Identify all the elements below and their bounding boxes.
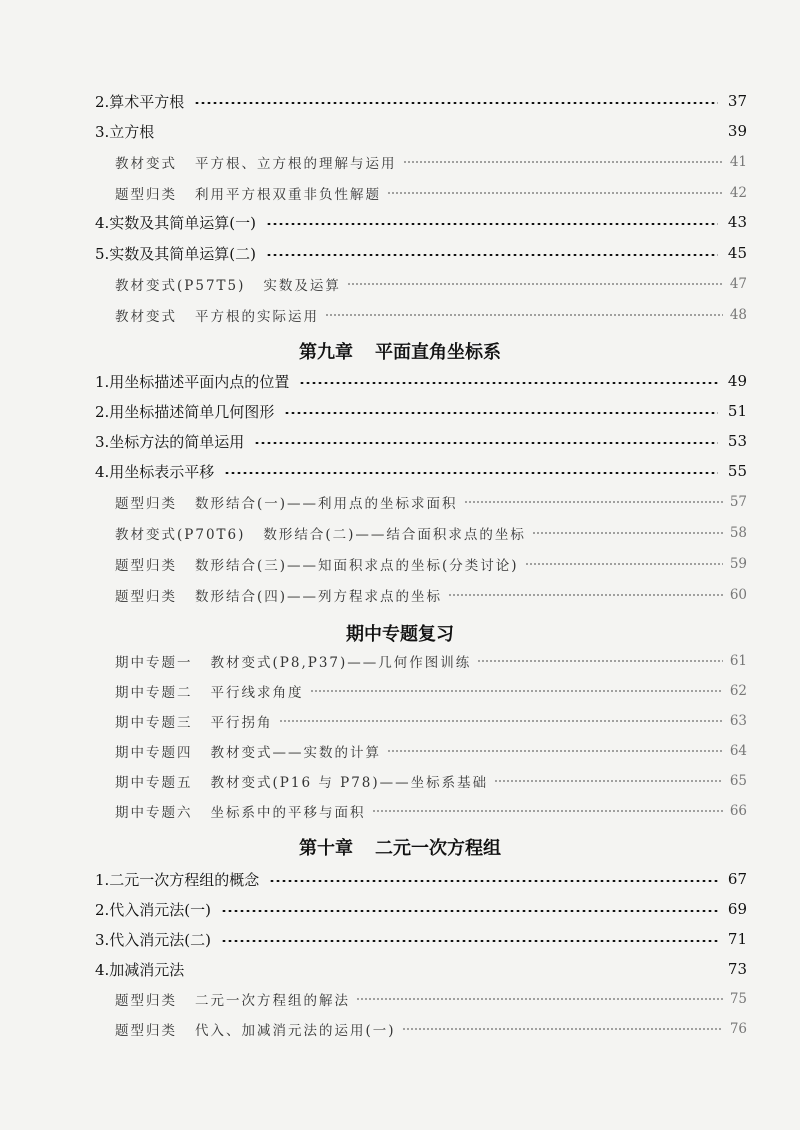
entry-title: 1.用坐标描述平面内点的位置 (95, 372, 290, 391)
toc-subentry (115, 678, 747, 704)
entry-category: 题型归类 (115, 993, 177, 1009)
toc-entry (95, 118, 747, 144)
chapter-number: 第九章 (299, 342, 353, 363)
page-number: 64 (729, 743, 747, 759)
entry-category: 题型归类 (115, 496, 177, 512)
page-number: 71 (727, 930, 747, 948)
entry-category: 期中专题五 (115, 775, 193, 791)
dot-leader (224, 472, 718, 474)
dot-leader (494, 780, 723, 782)
entry-title: 5.实数及其简单运算(二) (95, 244, 257, 263)
toc-subentry (115, 271, 747, 297)
dot-leader (194, 102, 718, 104)
toc-entry (95, 866, 747, 892)
page-number: 58 (729, 525, 747, 541)
page-number: 43 (727, 213, 747, 231)
page-number: 63 (729, 713, 747, 729)
entry-title: 2.用坐标描述简单几何图形 (95, 402, 275, 421)
dot-leader (477, 660, 723, 662)
toc-entry (95, 926, 747, 952)
page-number: 62 (729, 683, 747, 699)
toc-subentry (115, 738, 747, 764)
dot-leader (402, 1028, 723, 1030)
entry-title: 平行拐角 (210, 715, 273, 731)
page-number: 61 (729, 653, 747, 669)
toc-subentry (115, 149, 747, 175)
page-number: 48 (729, 307, 747, 323)
page-number: 75 (729, 991, 747, 1007)
page-number: 69 (727, 900, 747, 918)
toc-subentry (115, 582, 747, 608)
entry-title: 4.用坐标表示平移 (95, 462, 215, 481)
entry-title: 数形结合(四)——列方程求点的坐标 (195, 589, 443, 605)
dot-leader (325, 314, 723, 316)
entry-category: 期中专题一 (115, 655, 193, 671)
entry-title: 平行线求角度 (210, 685, 304, 701)
entry-title: 3.代入消元法(二) (95, 930, 212, 949)
toc-subentry (115, 648, 747, 674)
page-number: 57 (729, 494, 747, 510)
dot-leader (279, 720, 724, 722)
dot-leader (387, 750, 723, 752)
entry-title: 平方根的实际运用 (195, 309, 319, 325)
toc-entry (95, 398, 747, 424)
toc-entry (95, 240, 747, 266)
entry-category: 题型归类 (115, 589, 177, 605)
dot-leader (221, 910, 718, 912)
page-number: 53 (727, 432, 747, 450)
toc-subentry (115, 180, 747, 206)
dot-leader (356, 998, 723, 1000)
dot-leader (310, 690, 724, 692)
page-number: 45 (727, 244, 747, 262)
page-number: 73 (727, 960, 747, 978)
page-number: 55 (727, 462, 747, 480)
entry-title: 坐标系中的平移与面积 (210, 805, 366, 821)
entry-title: 1.二元一次方程组的概念 (95, 870, 260, 889)
page-number: 51 (727, 402, 747, 420)
section-heading (0, 620, 800, 646)
dot-leader (387, 192, 723, 194)
dot-leader (221, 940, 718, 942)
entry-category: 期中专题四 (115, 745, 193, 761)
page-number: 47 (729, 276, 747, 292)
entry-title: 实数及运算 (263, 278, 341, 294)
entry-category: 教材变式 (115, 156, 177, 172)
page-number: 60 (729, 587, 747, 603)
dot-leader (403, 161, 724, 163)
entry-title: 2.代入消元法(一) (95, 900, 212, 919)
chapter-heading (0, 338, 800, 364)
dot-leader (284, 412, 718, 414)
toc-subentry (115, 489, 747, 515)
dot-leader (266, 223, 718, 225)
entry-category: 题型归类 (115, 187, 177, 203)
entry-category: 期中专题六 (115, 805, 193, 821)
section-title: 期中专题复习 (346, 624, 454, 645)
entry-title: 教材变式(P16 与 P78)——坐标系基础 (210, 775, 489, 791)
toc-subentry (115, 986, 747, 1012)
entry-title: 4.加减消元法 (95, 960, 185, 979)
entry-title: 数形结合(二)——结合面积求点的坐标 (263, 527, 526, 543)
entry-category: 期中专题三 (115, 715, 193, 731)
page-number: 67 (727, 870, 747, 888)
entry-title: 平方根、立方根的理解与运用 (195, 156, 397, 172)
entry-title: 3.立方根 (95, 122, 155, 141)
entry-title: 二元一次方程组的解法 (195, 993, 350, 1009)
page-number: 49 (727, 372, 747, 390)
entry-category: 教材变式(P70T6) (115, 527, 246, 543)
dot-leader (254, 442, 718, 444)
chapter-title: 平面直角坐标系 (375, 342, 501, 363)
dot-leader (464, 501, 723, 503)
page-number: 76 (729, 1021, 747, 1037)
entry-category: 教材变式 (115, 309, 177, 325)
toc-subentry (115, 302, 747, 328)
entry-category: 题型归类 (115, 1023, 177, 1039)
entry-category: 教材变式(P57T5) (115, 278, 246, 294)
toc-entry (95, 956, 747, 982)
entry-category: 题型归类 (115, 558, 177, 574)
toc-subentry (115, 551, 747, 577)
toc-entry (95, 896, 747, 922)
dot-leader (299, 382, 718, 384)
entry-title: 4.实数及其简单运算(一) (95, 213, 257, 232)
toc-subentry (115, 708, 747, 734)
page-number: 66 (729, 803, 747, 819)
chapter-title: 二元一次方程组 (375, 838, 501, 859)
dot-leader (532, 532, 723, 534)
entry-title: 3.坐标方法的简单运用 (95, 432, 245, 451)
toc-subentry (115, 1016, 747, 1042)
page-number: 59 (729, 556, 747, 572)
toc-subentry (115, 520, 747, 546)
entry-title: 教材变式(P8,P37)——几何作图训练 (210, 655, 472, 671)
entry-title: 代入、加减消元法的运用(一) (195, 1023, 396, 1039)
page-number: 65 (729, 773, 747, 789)
dot-leader (266, 254, 718, 256)
dot-leader (525, 563, 723, 565)
dot-leader (347, 283, 723, 285)
chapter-heading (0, 834, 800, 860)
entry-title: 2.算术平方根 (95, 92, 185, 111)
page-number: 41 (729, 154, 747, 170)
toc-subentry (115, 798, 747, 824)
entry-title: 数形结合(一)——利用点的坐标求面积 (195, 496, 458, 512)
page-number: 39 (727, 122, 747, 140)
entry-title: 利用平方根双重非负性解题 (195, 187, 381, 203)
dot-leader (448, 594, 723, 596)
toc-entry (95, 458, 747, 484)
chapter-number: 第十章 (299, 838, 353, 859)
dot-leader (269, 880, 718, 882)
entry-title: 数形结合(三)——知面积求点的坐标(分类讨论) (195, 558, 519, 574)
toc-entry (95, 368, 747, 394)
page-number: 42 (729, 185, 747, 201)
toc-entry (95, 209, 747, 235)
page-number: 37 (727, 92, 747, 110)
dot-leader (372, 810, 724, 812)
toc-entry (95, 88, 747, 114)
entry-category: 期中专题二 (115, 685, 193, 701)
toc-subentry (115, 768, 747, 794)
toc-entry (95, 428, 747, 454)
entry-title: 教材变式——实数的计算 (210, 745, 381, 761)
